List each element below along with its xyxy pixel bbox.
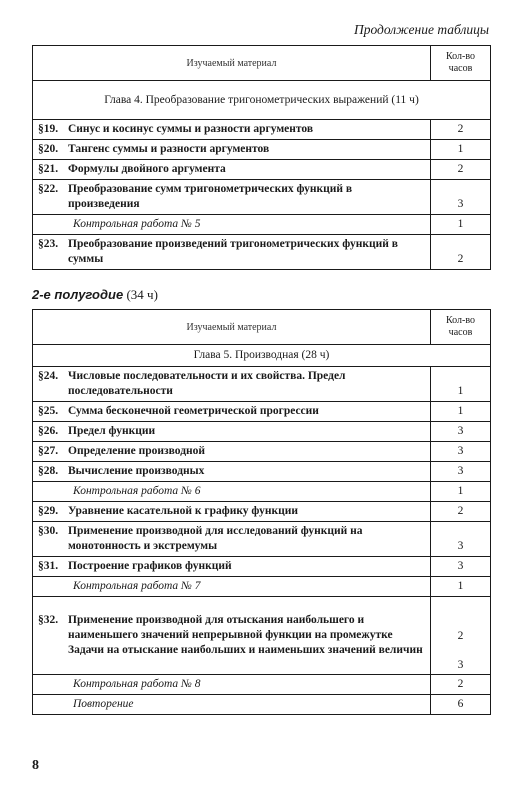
section-number: §19. xyxy=(38,123,59,135)
section-number: §20. xyxy=(38,143,59,155)
curriculum-table-2 xyxy=(32,309,491,715)
control-work-label: Контрольная работа № 7 xyxy=(33,577,431,597)
chapter-title: Глава 5. Производная (28 ч) xyxy=(33,345,491,367)
topic-text: Вычисление производных xyxy=(68,465,205,477)
page-number: 8 xyxy=(32,758,39,773)
hours-value: 2 xyxy=(431,120,491,140)
chapter-title-text: Глава 4. Преобразование тригонометрических выражений xyxy=(104,93,389,106)
topic-text: Числовые последовательности и их свойства. Предел последовательности xyxy=(68,370,346,397)
hours-value: 3 xyxy=(431,442,491,462)
chapter-row xyxy=(33,81,491,120)
topic-text: Применение производной для отыскания наибольшего и наименьшего значений непрерывной функции на промежутке xyxy=(68,614,393,641)
control-work-row xyxy=(33,675,491,695)
table-row xyxy=(33,557,491,577)
hours-value: 3 xyxy=(457,659,464,671)
topic-cell xyxy=(33,597,431,675)
chapter-title xyxy=(33,81,491,120)
hours-value: 3 xyxy=(431,180,491,215)
topic-text: Уравнение касательной к графику функции xyxy=(68,505,298,517)
hours-value: 1 xyxy=(431,215,491,235)
topic-text: Определение производной xyxy=(68,445,206,457)
hours-value: 3 xyxy=(431,422,491,442)
topic-text: Преобразование сумм тригонометрических функций в произведения xyxy=(68,183,353,210)
section-number: §28. xyxy=(38,465,59,477)
section-number: §23. xyxy=(38,238,59,250)
table-row xyxy=(33,180,491,215)
control-work-row xyxy=(33,482,491,502)
hours-value: 2 xyxy=(431,675,491,695)
topic-cell xyxy=(33,422,431,442)
hours-value: 1 xyxy=(431,577,491,597)
hours-value: 2 xyxy=(431,235,491,270)
hours-value: 1 xyxy=(431,140,491,160)
chapter-hours: (11 ч) xyxy=(391,93,419,106)
topic-cell xyxy=(33,462,431,482)
table-header-row xyxy=(33,46,491,81)
table-row xyxy=(33,120,491,140)
hours-value: 3 xyxy=(431,462,491,482)
topic-cell xyxy=(33,502,431,522)
semester-heading xyxy=(32,287,158,303)
hours-value: 3 xyxy=(431,522,491,557)
table-row xyxy=(33,367,491,402)
topic-text: Построение графиков функций xyxy=(68,560,232,572)
hours-value: 1 xyxy=(431,402,491,422)
topic-cell xyxy=(33,180,431,215)
table-row xyxy=(33,402,491,422)
section-number: §29. xyxy=(38,505,59,517)
review-row xyxy=(33,695,491,715)
table-header-row xyxy=(33,310,491,345)
topic-text: Применение производной для исследований функций на монотонность и экстремумы xyxy=(68,525,363,552)
table-row xyxy=(33,235,491,270)
header-material: Изучаемый материал xyxy=(33,310,431,345)
topic-cell xyxy=(33,160,431,180)
topic-text: Тангенс суммы и разности аргументов xyxy=(68,143,270,155)
curriculum-table-1 xyxy=(32,45,491,270)
section-number: §21. xyxy=(38,163,59,175)
section-number: §22. xyxy=(38,183,59,195)
topic-text: Сумма бесконечной геометрической прогрессии xyxy=(68,405,319,417)
hours-value: 6 xyxy=(431,695,491,715)
table-row xyxy=(33,502,491,522)
topic-cell xyxy=(33,402,431,422)
topic-cell xyxy=(33,557,431,577)
control-work-row xyxy=(33,577,491,597)
topic-text: Преобразование произведений тригонометрических функций в суммы xyxy=(68,238,398,265)
section-number: §24. xyxy=(38,370,59,382)
header-hours: Кол-во часов xyxy=(431,46,491,81)
header-hours: Кол-во часов xyxy=(431,310,491,345)
topic-text: Задачи на отыскание наибольших и наименьших значений величин xyxy=(68,644,423,656)
topic-cell xyxy=(33,235,431,270)
topic-cell xyxy=(33,120,431,140)
semester-hours: (34 ч) xyxy=(126,287,158,302)
table-row xyxy=(33,160,491,180)
review-label: Повторение xyxy=(33,695,431,715)
table-row xyxy=(33,422,491,442)
hours-value: 1 xyxy=(431,482,491,502)
continuation-label: Продолжение таблицы xyxy=(353,22,489,37)
control-work-label: Контрольная работа № 5 xyxy=(33,215,431,235)
chapter-row xyxy=(33,345,491,367)
section-number: §31. xyxy=(38,560,59,572)
hours-value: 3 xyxy=(431,557,491,577)
topic-text: Синус и косинус суммы и разности аргументов xyxy=(68,123,314,135)
control-work-label: Контрольная работа № 6 xyxy=(33,482,431,502)
table-row xyxy=(33,522,491,557)
section-number: §32. xyxy=(38,614,59,626)
semester-label: 2-е полугодие xyxy=(32,287,124,302)
control-work-row xyxy=(33,215,491,235)
table-row xyxy=(33,140,491,160)
control-work-label: Контрольная работа № 8 xyxy=(33,675,431,695)
hours-cell xyxy=(431,597,491,675)
table-row xyxy=(33,597,491,675)
table-row xyxy=(33,462,491,482)
topic-text: Предел функции xyxy=(68,425,156,437)
section-number: §25. xyxy=(38,405,59,417)
hours-value: 2 xyxy=(431,502,491,522)
topic-cell xyxy=(33,367,431,402)
section-number: §27. xyxy=(38,445,59,457)
table-row xyxy=(33,442,491,462)
header-material: Изучаемый материал xyxy=(33,46,431,81)
topic-cell xyxy=(33,140,431,160)
section-number: §30. xyxy=(38,525,59,537)
hours-value: 2 xyxy=(431,160,491,180)
section-number: §26. xyxy=(38,425,59,437)
hours-value: 2 xyxy=(457,630,464,642)
topic-cell xyxy=(33,442,431,462)
hours-value: 1 xyxy=(431,367,491,402)
topic-cell xyxy=(33,522,431,557)
topic-text: Формулы двойного аргумента xyxy=(68,163,226,175)
